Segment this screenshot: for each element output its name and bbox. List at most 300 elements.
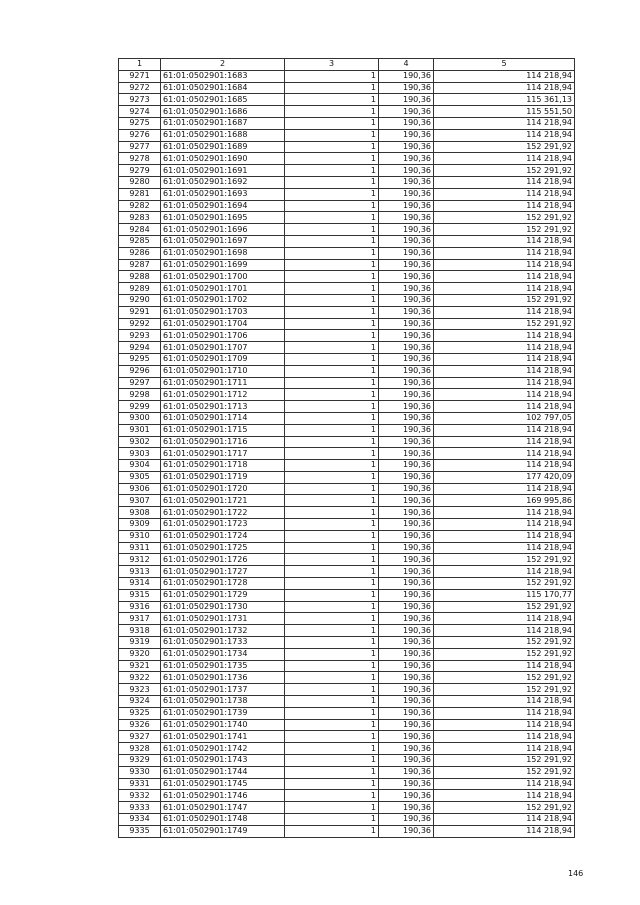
area-cell: 190,36	[379, 106, 434, 118]
cadastral-number-cell: 61:01:0502901:1722	[161, 507, 285, 519]
cadastral-number-cell: 61:01:0502901:1720	[161, 483, 285, 495]
area-cell: 190,36	[379, 684, 434, 696]
count-cell: 1	[285, 707, 379, 719]
value-cell: 114 218,94	[434, 259, 575, 271]
cadastral-number-cell: 61:01:0502901:1711	[161, 377, 285, 389]
area-cell: 190,36	[379, 436, 434, 448]
area-cell: 190,36	[379, 637, 434, 649]
table-row	[119, 554, 575, 566]
row-number-cell: 9313	[119, 566, 161, 578]
table-row	[119, 306, 575, 318]
row-number-cell: 9288	[119, 271, 161, 283]
value-cell: 152 291,92	[434, 802, 575, 814]
row-number-cell: 9305	[119, 471, 161, 483]
count-cell: 1	[285, 141, 379, 153]
count-cell: 1	[285, 554, 379, 566]
value-cell: 114 218,94	[434, 424, 575, 436]
area-cell: 190,36	[379, 814, 434, 826]
table-row	[119, 82, 575, 94]
table-row	[119, 94, 575, 106]
count-cell: 1	[285, 625, 379, 637]
row-number-cell: 9272	[119, 82, 161, 94]
value-cell: 114 218,94	[434, 365, 575, 377]
area-cell: 190,36	[379, 625, 434, 637]
table-row	[119, 530, 575, 542]
row-number-cell: 9292	[119, 318, 161, 330]
area-cell: 190,36	[379, 318, 434, 330]
table-row	[119, 483, 575, 495]
value-cell: 114 218,94	[434, 235, 575, 247]
table-row	[119, 129, 575, 141]
count-cell: 1	[285, 589, 379, 601]
cadastral-number-cell: 61:01:0502901:1716	[161, 436, 285, 448]
area-cell: 190,36	[379, 165, 434, 177]
cadastral-number-cell: 61:01:0502901:1742	[161, 743, 285, 755]
cadastral-number-cell: 61:01:0502901:1717	[161, 448, 285, 460]
table-row	[119, 247, 575, 259]
cadastral-number-cell: 61:01:0502901:1748	[161, 814, 285, 826]
value-cell: 114 218,94	[434, 448, 575, 460]
table-body	[119, 70, 575, 837]
row-number-cell: 9286	[119, 247, 161, 259]
table-row	[119, 389, 575, 401]
table-row	[119, 224, 575, 236]
row-number-cell: 9278	[119, 153, 161, 165]
area-cell: 190,36	[379, 82, 434, 94]
cadastral-number-cell: 61:01:0502901:1743	[161, 755, 285, 767]
value-cell: 114 218,94	[434, 507, 575, 519]
count-cell: 1	[285, 235, 379, 247]
count-cell: 1	[285, 82, 379, 94]
cadastral-number-cell: 61:01:0502901:1698	[161, 247, 285, 259]
count-cell: 1	[285, 519, 379, 531]
table-row	[119, 259, 575, 271]
value-cell: 114 218,94	[434, 790, 575, 802]
value-cell: 114 218,94	[434, 353, 575, 365]
cadastral-number-cell: 61:01:0502901:1701	[161, 283, 285, 295]
table-row	[119, 460, 575, 472]
cadastral-number-cell: 61:01:0502901:1733	[161, 637, 285, 649]
table-row	[119, 70, 575, 82]
value-cell: 115 170,77	[434, 589, 575, 601]
count-cell: 1	[285, 436, 379, 448]
table-row	[119, 117, 575, 129]
row-number-cell: 9293	[119, 330, 161, 342]
cadastral-number-cell: 61:01:0502901:1690	[161, 153, 285, 165]
table-row	[119, 424, 575, 436]
value-cell: 114 218,94	[434, 519, 575, 531]
cadastral-number-cell: 61:01:0502901:1710	[161, 365, 285, 377]
cadastral-number-cell: 61:01:0502901:1713	[161, 401, 285, 413]
row-number-cell: 9280	[119, 176, 161, 188]
value-cell: 114 218,94	[434, 117, 575, 129]
table-row	[119, 448, 575, 460]
value-cell: 114 218,94	[434, 613, 575, 625]
value-cell: 114 218,94	[434, 814, 575, 826]
table-row	[119, 672, 575, 684]
table-row	[119, 684, 575, 696]
count-cell: 1	[285, 471, 379, 483]
area-cell: 190,36	[379, 176, 434, 188]
count-cell: 1	[285, 814, 379, 826]
area-cell: 190,36	[379, 648, 434, 660]
area-cell: 190,36	[379, 743, 434, 755]
value-cell: 114 218,94	[434, 342, 575, 354]
value-cell: 152 291,92	[434, 601, 575, 613]
value-cell: 152 291,92	[434, 141, 575, 153]
area-cell: 190,36	[379, 542, 434, 554]
cadastral-number-cell: 61:01:0502901:1718	[161, 460, 285, 472]
cadastral-number-cell: 61:01:0502901:1692	[161, 176, 285, 188]
area-cell: 190,36	[379, 424, 434, 436]
value-cell: 114 218,94	[434, 731, 575, 743]
row-number-cell: 9306	[119, 483, 161, 495]
area-cell: 190,36	[379, 519, 434, 531]
row-number-cell: 9320	[119, 648, 161, 660]
cadastral-number-cell: 61:01:0502901:1744	[161, 766, 285, 778]
count-cell: 1	[285, 483, 379, 495]
area-cell: 190,36	[379, 731, 434, 743]
value-cell: 114 218,94	[434, 696, 575, 708]
row-number-cell: 9334	[119, 814, 161, 826]
table-row	[119, 342, 575, 354]
row-number-cell: 9325	[119, 707, 161, 719]
table-row	[119, 542, 575, 554]
table-row	[119, 790, 575, 802]
table-row	[119, 495, 575, 507]
table-row	[119, 507, 575, 519]
row-number-cell: 9321	[119, 660, 161, 672]
area-cell: 190,36	[379, 412, 434, 424]
cadastral-number-cell: 61:01:0502901:1691	[161, 165, 285, 177]
column-header-1: 1	[119, 59, 161, 71]
cadastral-number-cell: 61:01:0502901:1699	[161, 259, 285, 271]
row-number-cell: 9328	[119, 743, 161, 755]
area-cell: 190,36	[379, 365, 434, 377]
table-row	[119, 436, 575, 448]
cadastral-number-cell: 61:01:0502901:1688	[161, 129, 285, 141]
table-row	[119, 814, 575, 826]
row-number-cell: 9314	[119, 578, 161, 590]
value-cell: 114 218,94	[434, 436, 575, 448]
cadastral-number-cell: 61:01:0502901:1709	[161, 353, 285, 365]
count-cell: 1	[285, 259, 379, 271]
cadastral-number-cell: 61:01:0502901:1684	[161, 82, 285, 94]
value-cell: 152 291,92	[434, 672, 575, 684]
table-row	[119, 200, 575, 212]
row-number-cell: 9282	[119, 200, 161, 212]
cadastral-number-cell: 61:01:0502901:1714	[161, 412, 285, 424]
row-number-cell: 9323	[119, 684, 161, 696]
cadastral-number-cell: 61:01:0502901:1735	[161, 660, 285, 672]
column-header-3: 3	[285, 59, 379, 71]
table-row	[119, 153, 575, 165]
value-cell: 114 218,94	[434, 271, 575, 283]
row-number-cell: 9332	[119, 790, 161, 802]
row-number-cell: 9310	[119, 530, 161, 542]
value-cell: 114 218,94	[434, 283, 575, 295]
count-cell: 1	[285, 672, 379, 684]
value-cell: 114 218,94	[434, 566, 575, 578]
value-cell: 152 291,92	[434, 294, 575, 306]
area-cell: 190,36	[379, 790, 434, 802]
row-number-cell: 9301	[119, 424, 161, 436]
area-cell: 190,36	[379, 224, 434, 236]
table-row	[119, 625, 575, 637]
cadastral-number-cell: 61:01:0502901:1715	[161, 424, 285, 436]
area-cell: 190,36	[379, 530, 434, 542]
cadastral-number-cell: 61:01:0502901:1696	[161, 224, 285, 236]
area-cell: 190,36	[379, 401, 434, 413]
value-cell: 114 218,94	[434, 483, 575, 495]
cadastral-number-cell: 61:01:0502901:1738	[161, 696, 285, 708]
table-row	[119, 165, 575, 177]
area-cell: 190,36	[379, 471, 434, 483]
table-row	[119, 755, 575, 767]
cadastral-number-cell: 61:01:0502901:1749	[161, 825, 285, 837]
area-cell: 190,36	[379, 554, 434, 566]
value-cell: 114 218,94	[434, 743, 575, 755]
count-cell: 1	[285, 755, 379, 767]
cadastral-number-cell: 61:01:0502901:1739	[161, 707, 285, 719]
value-cell: 152 291,92	[434, 637, 575, 649]
value-cell: 114 218,94	[434, 707, 575, 719]
row-number-cell: 9289	[119, 283, 161, 295]
column-header-5: 5	[434, 59, 575, 71]
area-cell: 190,36	[379, 235, 434, 247]
row-number-cell: 9291	[119, 306, 161, 318]
value-cell: 115 361,13	[434, 94, 575, 106]
row-number-cell: 9284	[119, 224, 161, 236]
row-number-cell: 9277	[119, 141, 161, 153]
table-row	[119, 825, 575, 837]
cadastral-number-cell: 61:01:0502901:1723	[161, 519, 285, 531]
count-cell: 1	[285, 200, 379, 212]
table-row	[119, 330, 575, 342]
cadastral-number-cell: 61:01:0502901:1731	[161, 613, 285, 625]
cadastral-number-cell: 61:01:0502901:1737	[161, 684, 285, 696]
row-number-cell: 9304	[119, 460, 161, 472]
row-number-cell: 9285	[119, 235, 161, 247]
row-number-cell: 9319	[119, 637, 161, 649]
row-number-cell: 9309	[119, 519, 161, 531]
value-cell: 114 218,94	[434, 825, 575, 837]
count-cell: 1	[285, 660, 379, 672]
count-cell: 1	[285, 389, 379, 401]
cadastral-number-cell: 61:01:0502901:1712	[161, 389, 285, 401]
area-cell: 190,36	[379, 153, 434, 165]
area-cell: 190,36	[379, 578, 434, 590]
cadastral-number-cell: 61:01:0502901:1694	[161, 200, 285, 212]
table-row	[119, 731, 575, 743]
value-cell: 114 218,94	[434, 306, 575, 318]
cadastral-number-cell: 61:01:0502901:1729	[161, 589, 285, 601]
count-cell: 1	[285, 176, 379, 188]
cadastral-number-cell: 61:01:0502901:1726	[161, 554, 285, 566]
header-row	[119, 59, 575, 71]
count-cell: 1	[285, 129, 379, 141]
table-row	[119, 412, 575, 424]
area-cell: 190,36	[379, 353, 434, 365]
count-cell: 1	[285, 530, 379, 542]
count-cell: 1	[285, 790, 379, 802]
table-row	[119, 141, 575, 153]
count-cell: 1	[285, 637, 379, 649]
count-cell: 1	[285, 802, 379, 814]
cadastral-number-cell: 61:01:0502901:1685	[161, 94, 285, 106]
row-number-cell: 9299	[119, 401, 161, 413]
column-header-4: 4	[379, 59, 434, 71]
cadastral-number-cell: 61:01:0502901:1706	[161, 330, 285, 342]
cadastral-number-cell: 61:01:0502901:1734	[161, 648, 285, 660]
count-cell: 1	[285, 601, 379, 613]
table-row	[119, 235, 575, 247]
area-cell: 190,36	[379, 188, 434, 200]
count-cell: 1	[285, 401, 379, 413]
value-cell: 114 218,94	[434, 719, 575, 731]
count-cell: 1	[285, 342, 379, 354]
row-number-cell: 9275	[119, 117, 161, 129]
row-number-cell: 9317	[119, 613, 161, 625]
area-cell: 190,36	[379, 766, 434, 778]
area-cell: 190,36	[379, 200, 434, 212]
cadastral-number-cell: 61:01:0502901:1695	[161, 212, 285, 224]
cadastral-number-cell: 61:01:0502901:1741	[161, 731, 285, 743]
value-cell: 114 218,94	[434, 660, 575, 672]
cadastral-number-cell: 61:01:0502901:1700	[161, 271, 285, 283]
value-cell: 102 797,05	[434, 412, 575, 424]
area-cell: 190,36	[379, 802, 434, 814]
row-number-cell: 9318	[119, 625, 161, 637]
count-cell: 1	[285, 766, 379, 778]
row-number-cell: 9297	[119, 377, 161, 389]
value-cell: 114 218,94	[434, 530, 575, 542]
count-cell: 1	[285, 578, 379, 590]
area-cell: 190,36	[379, 660, 434, 672]
cadastral-number-cell: 61:01:0502901:1686	[161, 106, 285, 118]
value-cell: 114 218,94	[434, 176, 575, 188]
count-cell: 1	[285, 330, 379, 342]
area-cell: 190,36	[379, 707, 434, 719]
cadastral-number-cell: 61:01:0502901:1746	[161, 790, 285, 802]
count-cell: 1	[285, 117, 379, 129]
cadastral-number-cell: 61:01:0502901:1704	[161, 318, 285, 330]
area-cell: 190,36	[379, 448, 434, 460]
count-cell: 1	[285, 648, 379, 660]
count-cell: 1	[285, 448, 379, 460]
row-number-cell: 9295	[119, 353, 161, 365]
cadastral-number-cell: 61:01:0502901:1730	[161, 601, 285, 613]
area-cell: 190,36	[379, 460, 434, 472]
value-cell: 114 218,94	[434, 389, 575, 401]
count-cell: 1	[285, 542, 379, 554]
cadastral-number-cell: 61:01:0502901:1732	[161, 625, 285, 637]
area-cell: 190,36	[379, 507, 434, 519]
cadastral-number-cell: 61:01:0502901:1689	[161, 141, 285, 153]
row-number-cell: 9274	[119, 106, 161, 118]
row-number-cell: 9281	[119, 188, 161, 200]
area-cell: 190,36	[379, 755, 434, 767]
area-cell: 190,36	[379, 117, 434, 129]
area-cell: 190,36	[379, 589, 434, 601]
value-cell: 114 218,94	[434, 330, 575, 342]
area-cell: 190,36	[379, 483, 434, 495]
count-cell: 1	[285, 825, 379, 837]
row-number-cell: 9335	[119, 825, 161, 837]
cadastral-number-cell: 61:01:0502901:1697	[161, 235, 285, 247]
row-number-cell: 9324	[119, 696, 161, 708]
row-number-cell: 9327	[119, 731, 161, 743]
cadastral-number-cell: 61:01:0502901:1736	[161, 672, 285, 684]
table-row	[119, 637, 575, 649]
row-number-cell: 9308	[119, 507, 161, 519]
row-number-cell: 9331	[119, 778, 161, 790]
register-table	[118, 58, 575, 838]
count-cell: 1	[285, 731, 379, 743]
value-cell: 177 420,09	[434, 471, 575, 483]
table-row	[119, 802, 575, 814]
value-cell: 152 291,92	[434, 755, 575, 767]
table-row	[119, 212, 575, 224]
value-cell: 152 291,92	[434, 766, 575, 778]
count-cell: 1	[285, 94, 379, 106]
value-cell: 152 291,92	[434, 212, 575, 224]
cadastral-number-cell: 61:01:0502901:1725	[161, 542, 285, 554]
page-number: 146	[568, 869, 584, 878]
table-row	[119, 707, 575, 719]
count-cell: 1	[285, 424, 379, 436]
row-number-cell: 9307	[119, 495, 161, 507]
area-cell: 190,36	[379, 825, 434, 837]
row-number-cell: 9329	[119, 755, 161, 767]
count-cell: 1	[285, 212, 379, 224]
value-cell: 114 218,94	[434, 129, 575, 141]
cadastral-number-cell: 61:01:0502901:1721	[161, 495, 285, 507]
table-row	[119, 318, 575, 330]
count-cell: 1	[285, 377, 379, 389]
area-cell: 190,36	[379, 778, 434, 790]
row-number-cell: 9315	[119, 589, 161, 601]
count-cell: 1	[285, 153, 379, 165]
count-cell: 1	[285, 719, 379, 731]
row-number-cell: 9330	[119, 766, 161, 778]
table-row	[119, 778, 575, 790]
count-cell: 1	[285, 613, 379, 625]
row-number-cell: 9322	[119, 672, 161, 684]
area-cell: 190,36	[379, 377, 434, 389]
value-cell: 152 291,92	[434, 684, 575, 696]
table-row	[119, 188, 575, 200]
value-cell: 114 218,94	[434, 70, 575, 82]
area-cell: 190,36	[379, 247, 434, 259]
row-number-cell: 9302	[119, 436, 161, 448]
table-row	[119, 471, 575, 483]
count-cell: 1	[285, 318, 379, 330]
value-cell: 114 218,94	[434, 542, 575, 554]
row-number-cell: 9283	[119, 212, 161, 224]
value-cell: 114 218,94	[434, 82, 575, 94]
area-cell: 190,36	[379, 389, 434, 401]
area-cell: 190,36	[379, 342, 434, 354]
area-cell: 190,36	[379, 94, 434, 106]
cadastral-number-cell: 61:01:0502901:1693	[161, 188, 285, 200]
cadastral-number-cell: 61:01:0502901:1702	[161, 294, 285, 306]
cadastral-number-cell: 61:01:0502901:1740	[161, 719, 285, 731]
row-number-cell: 9271	[119, 70, 161, 82]
row-number-cell: 9276	[119, 129, 161, 141]
area-cell: 190,36	[379, 613, 434, 625]
area-cell: 190,36	[379, 566, 434, 578]
